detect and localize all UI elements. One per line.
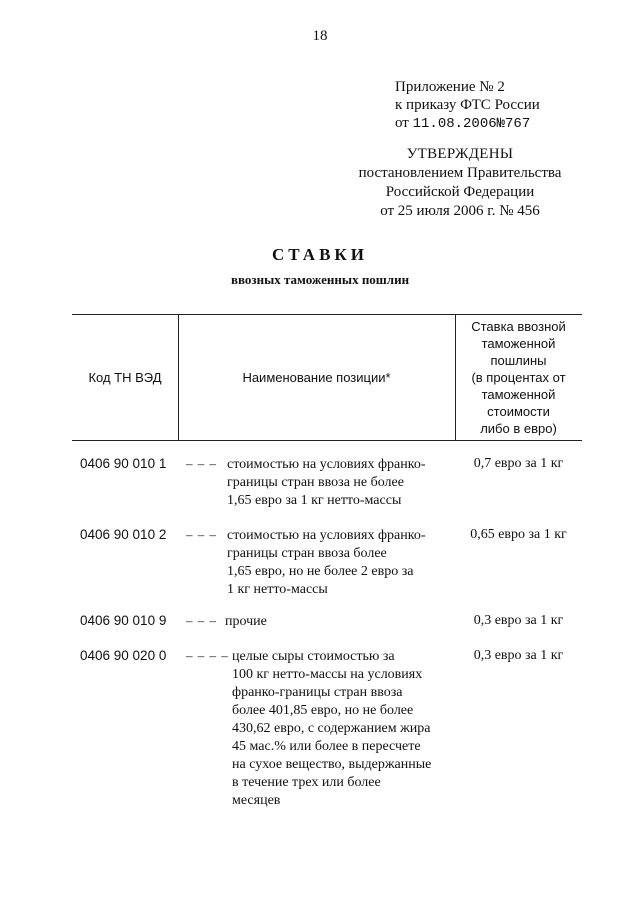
header-rate-line: пошлины xyxy=(490,353,547,368)
row-dashes: – – – xyxy=(186,527,217,542)
approval-line-1: УТВЕРЖДЕНЫ xyxy=(406,146,514,162)
approval-line-2: постановлением Правительства xyxy=(358,165,562,181)
row-dashes: – – – xyxy=(186,456,217,471)
desc-line: 1 кг нетто-массы xyxy=(227,582,328,597)
desc-line: 45 мас.% или более в пересчете xyxy=(232,739,421,754)
document-title: СТАВКИ xyxy=(272,245,368,264)
row-code: 0406 90 020 0 xyxy=(80,648,167,663)
table-top-border xyxy=(72,314,582,315)
table-header-bottom-border xyxy=(72,440,582,441)
desc-line: более 401,85 евро, но не более xyxy=(232,703,414,718)
page-number: 18 xyxy=(312,28,328,44)
row-rate: 0,7 евро за 1 кг xyxy=(473,456,564,471)
annex-line-1: Приложение № 2 xyxy=(395,79,505,95)
desc-line: 430,62 евро, с содержанием жира xyxy=(232,721,431,736)
row-rate: 0,3 евро за 1 кг xyxy=(473,648,564,663)
row-description xyxy=(227,456,452,510)
header-rate xyxy=(455,318,582,437)
approval-block xyxy=(330,145,590,221)
desc-line: целые сыры стоимостью за xyxy=(232,649,395,664)
desc-line: границы стран ввоза более xyxy=(227,546,387,561)
desc-line: на сухое вещество, выдержанные xyxy=(232,757,432,772)
desc-line: в течение трех или более xyxy=(232,775,381,790)
desc-line: стоимостью на условиях франко- xyxy=(227,528,426,543)
annex-date-number: 11.08.2006№767 xyxy=(412,116,531,132)
row-description xyxy=(227,527,452,599)
header-name: Наименование позиции* xyxy=(242,370,391,385)
desc-line: месяцев xyxy=(232,793,281,808)
row-description xyxy=(225,613,450,631)
desc-line: 1,65 евро за 1 кг нетто-массы xyxy=(227,493,402,508)
header-rate-line: таможенной xyxy=(481,387,556,402)
desc-line: 1,65 евро, но не более 2 евро за xyxy=(227,564,414,579)
annex-line-3 xyxy=(395,114,540,133)
row-code: 0406 90 010 9 xyxy=(80,613,167,628)
desc-line: франко-границы стран ввоза xyxy=(232,685,403,700)
desc-line: 100 кг нетто-массы на условиях xyxy=(232,667,423,682)
header-rate-line: таможенной xyxy=(481,336,556,351)
document-subtitle: ввозных таможенных пошлин xyxy=(230,272,410,287)
row-rate: 0,3 евро за 1 кг xyxy=(473,613,564,628)
row-dashes: – – – – xyxy=(186,648,229,663)
desc-line: стоимостью на условиях франко- xyxy=(227,457,426,472)
header-code: Код ТН ВЭД xyxy=(88,370,162,385)
header-rate-line: стоимости xyxy=(487,404,550,419)
approval-line-4: от 25 июля 2006 г. № 456 xyxy=(380,203,540,219)
annex-block xyxy=(395,78,540,133)
desc-line: границы стран ввоза не более xyxy=(227,475,404,490)
row-rate: 0,65 евро за 1 кг xyxy=(470,527,567,542)
annex-line-2: к приказу ФТС России xyxy=(395,97,540,113)
header-rate-line: либо в евро) xyxy=(480,421,557,436)
header-rate-line: (в процентах от xyxy=(471,370,566,385)
annex-date-prefix: от xyxy=(395,115,409,131)
row-code: 0406 90 010 2 xyxy=(80,527,167,542)
header-rate-line: Ставка ввозной xyxy=(471,319,566,334)
approval-line-3: Российской Федерации xyxy=(385,184,535,200)
row-dashes: – – – xyxy=(186,613,217,628)
desc-line: прочие xyxy=(225,614,267,629)
row-code: 0406 90 010 1 xyxy=(80,456,167,471)
row-description xyxy=(232,648,457,810)
